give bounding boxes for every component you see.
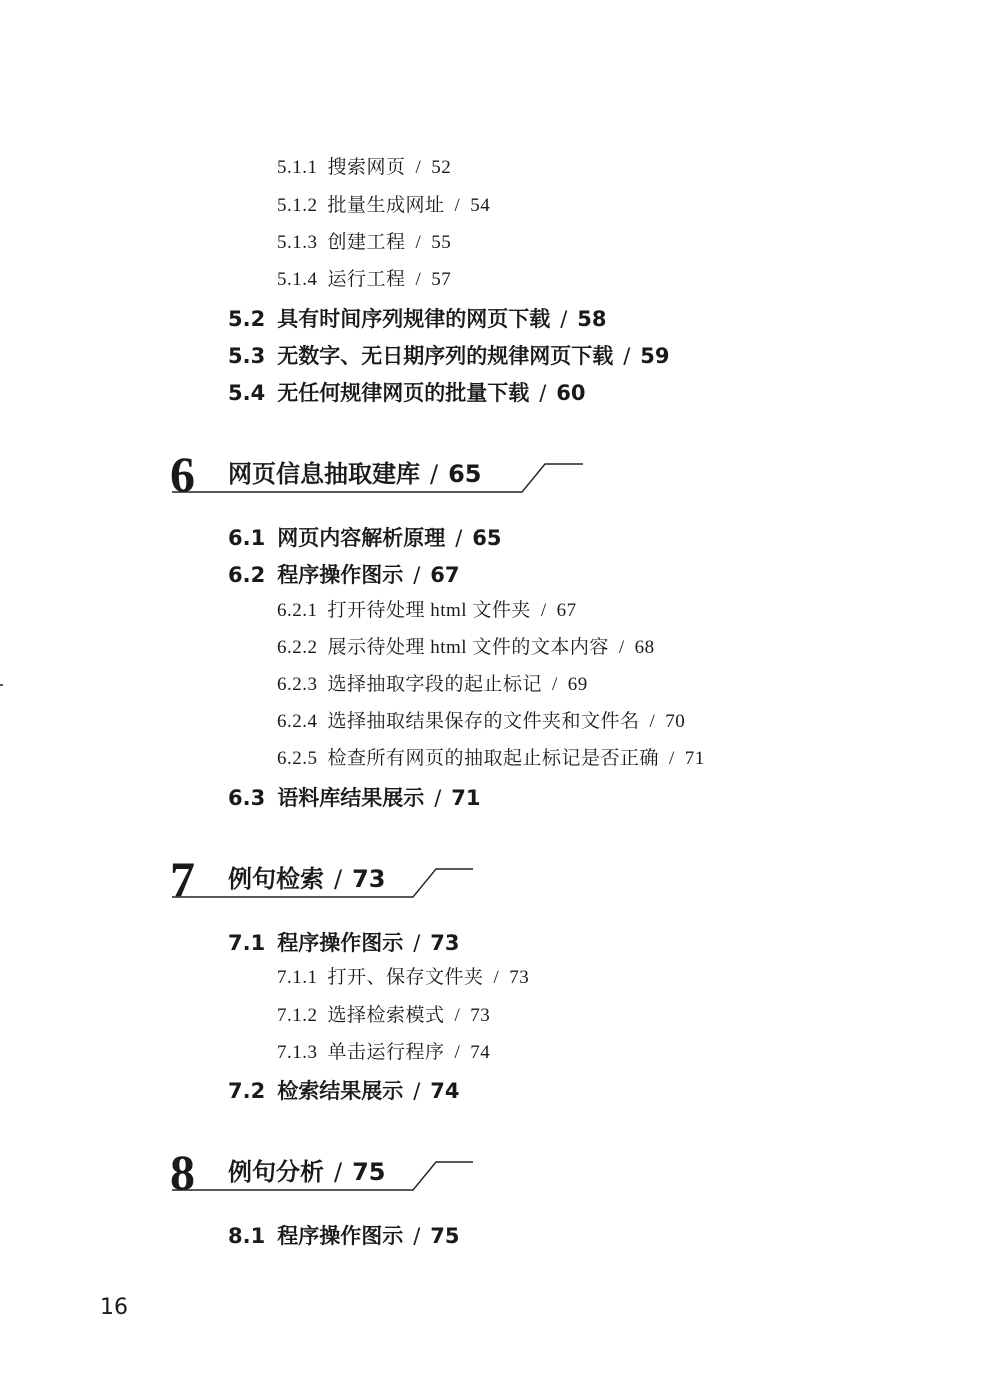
entry-number: 5.1.3 [277, 232, 318, 253]
toc-entry-5-2[interactable] [228, 306, 607, 332]
entry-title: 网页内容解析原理 [277, 526, 446, 550]
entry-page: 74 [430, 1079, 460, 1103]
toc-entry-6-1[interactable] [228, 525, 502, 551]
entry-separator: / [413, 563, 421, 587]
entry-page: 75 [430, 1224, 460, 1248]
chapter-rule [170, 446, 590, 496]
toc-entry-5-4[interactable] [228, 380, 586, 406]
entry-title: 语料库结果展示 [277, 786, 425, 810]
toc-entry-6-2-1[interactable] [277, 599, 577, 623]
toc-entry-7-1-2[interactable] [277, 1004, 490, 1028]
toc-entry-5-1-1[interactable] [277, 156, 451, 180]
entry-separator: / [454, 195, 461, 216]
entry-number: 7.1.2 [277, 1005, 318, 1026]
entry-separator: / [540, 600, 547, 621]
toc-chapter-7[interactable] [170, 851, 480, 921]
entry-page: 73 [509, 967, 530, 988]
entry-title: 打开待处理 html 文件夹 [327, 600, 531, 621]
entry-number: 5.3 [228, 344, 266, 368]
entry-separator: / [454, 1042, 461, 1063]
entry-page: 67 [556, 600, 577, 621]
entry-number: 6.3 [228, 786, 266, 810]
chapter-rule [170, 1144, 480, 1194]
entry-separator: / [552, 674, 558, 695]
toc-entry-7-2[interactable] [228, 1078, 460, 1104]
toc-entry-5-3[interactable] [228, 343, 670, 369]
chapter-number: 6 [170, 446, 195, 502]
entry-number: 8.1 [228, 1224, 266, 1248]
entry-number: 6.2.1 [277, 600, 318, 621]
entry-page: 68 [634, 637, 655, 658]
entry-separator: / [415, 232, 422, 253]
entry-separator: / [623, 344, 631, 368]
entry-number: 6.2.5 [277, 748, 318, 769]
entry-title: 选择抽取字段的起止标记 [327, 674, 543, 695]
chapter-rule [170, 851, 480, 901]
entry-separator: / [413, 1224, 421, 1248]
entry-title: 运行工程 [327, 269, 406, 290]
entry-page: 59 [640, 344, 670, 368]
entry-separator: / [493, 967, 500, 988]
entry-page: 65 [472, 526, 502, 550]
toc-entry-7-1-3[interactable] [277, 1041, 490, 1065]
entry-separator: / [539, 381, 547, 405]
entry-separator: / [455, 526, 463, 550]
toc-entry-8-1[interactable] [228, 1223, 460, 1249]
chapter-number: 7 [170, 851, 195, 907]
toc-chapter-6[interactable] [170, 446, 590, 516]
toc-entry-6-3[interactable] [228, 785, 481, 811]
entry-title: 程序操作图示 [277, 563, 404, 587]
entry-title: 检查所有网页的抽取起止标记是否正确 [327, 748, 660, 769]
entry-page: 73 [470, 1005, 491, 1026]
entry-separator: / [649, 711, 656, 732]
entry-number: 5.1.2 [277, 195, 318, 216]
entry-title: 无数字、无日期序列的规律网页下载 [277, 344, 614, 368]
toc-entry-6-2-5[interactable] [277, 747, 705, 771]
entry-title: 检索结果展示 [277, 1079, 404, 1103]
entry-title: 单击运行程序 [327, 1042, 445, 1063]
entry-title: 程序操作图示 [277, 1224, 404, 1248]
entry-number: 5.4 [228, 381, 266, 405]
entry-separator: / [560, 307, 568, 331]
entry-title: 搜索网页 [327, 157, 406, 178]
entry-page: 71 [684, 748, 705, 769]
entry-separator: / [415, 157, 422, 178]
toc-entry-6-2-3[interactable] [277, 673, 588, 697]
entry-page: 74 [470, 1042, 491, 1063]
entry-title: 无任何规律网页的批量下载 [277, 381, 530, 405]
entry-page: 70 [665, 711, 686, 732]
entry-number: 6.2 [228, 563, 266, 587]
entry-number: 6.2.2 [277, 637, 318, 658]
toc-entry-7-1-1[interactable] [277, 966, 529, 990]
chapter-title: 网页信息抽取建库 [228, 460, 420, 488]
entry-number: 6.1 [228, 526, 266, 550]
scan-mark [0, 684, 3, 686]
entry-number: 5.1.4 [277, 269, 318, 290]
chapter-separator: / [334, 1158, 343, 1186]
entry-number: 6.2.3 [277, 674, 318, 695]
entry-number: 7.1.1 [277, 967, 318, 988]
entry-page: 67 [430, 563, 460, 587]
entry-page: 60 [556, 381, 586, 405]
entry-number: 7.1 [228, 931, 266, 955]
entry-page: 69 [567, 674, 588, 695]
toc-entry-6-2[interactable] [228, 562, 460, 588]
chapter-page: 65 [448, 460, 482, 488]
entry-page: 71 [451, 786, 481, 810]
entry-title: 程序操作图示 [277, 931, 404, 955]
chapter-page: 75 [352, 1158, 386, 1186]
chapter-page: 73 [352, 865, 386, 893]
entry-title: 选择检索模式 [327, 1005, 445, 1026]
toc-chapter-8[interactable] [170, 1144, 480, 1214]
entry-number: 7.2 [228, 1079, 266, 1103]
entry-separator: / [413, 931, 421, 955]
entry-title: 打开、保存文件夹 [327, 967, 484, 988]
entry-title: 选择抽取结果保存的文件夹和文件名 [327, 711, 640, 732]
entry-page: 54 [470, 195, 491, 216]
entry-page: 55 [431, 232, 452, 253]
entry-separator: / [669, 748, 675, 769]
entry-page: 52 [431, 157, 452, 178]
entry-title: 批量生成网址 [327, 195, 445, 216]
chapter-separator: / [334, 865, 343, 893]
entry-number: 5.2 [228, 307, 266, 331]
entry-number: 6.2.4 [277, 711, 318, 732]
toc-entry-5-1-2[interactable] [277, 194, 490, 218]
entry-number: 5.1.1 [277, 157, 318, 178]
chapter-title: 例句检索 [228, 865, 324, 893]
entry-title: 展示待处理 html 文件的文本内容 [327, 637, 609, 658]
entry-separator: / [618, 637, 625, 658]
toc-entry-6-2-4[interactable] [277, 710, 685, 734]
entry-separator: / [434, 786, 442, 810]
chapter-number: 8 [170, 1144, 195, 1200]
entry-title: 创建工程 [327, 232, 406, 253]
page-number: 16 [100, 1295, 128, 1320]
entry-separator: / [413, 1079, 421, 1103]
toc-entry-5-1-3[interactable] [277, 231, 451, 255]
toc-entry-6-2-2[interactable] [277, 636, 655, 660]
chapter-title: 例句分析 [228, 1158, 324, 1186]
entry-page: 58 [577, 307, 607, 331]
entry-separator: / [415, 269, 422, 290]
entry-page: 57 [431, 269, 452, 290]
chapter-separator: / [430, 460, 439, 488]
entry-page: 73 [430, 931, 460, 955]
toc-entry-5-1-4[interactable] [277, 268, 451, 292]
entry-separator: / [454, 1005, 461, 1026]
toc-entry-7-1[interactable] [228, 930, 460, 956]
entry-number: 7.1.3 [277, 1042, 318, 1063]
entry-title: 具有时间序列规律的网页下载 [277, 307, 551, 331]
